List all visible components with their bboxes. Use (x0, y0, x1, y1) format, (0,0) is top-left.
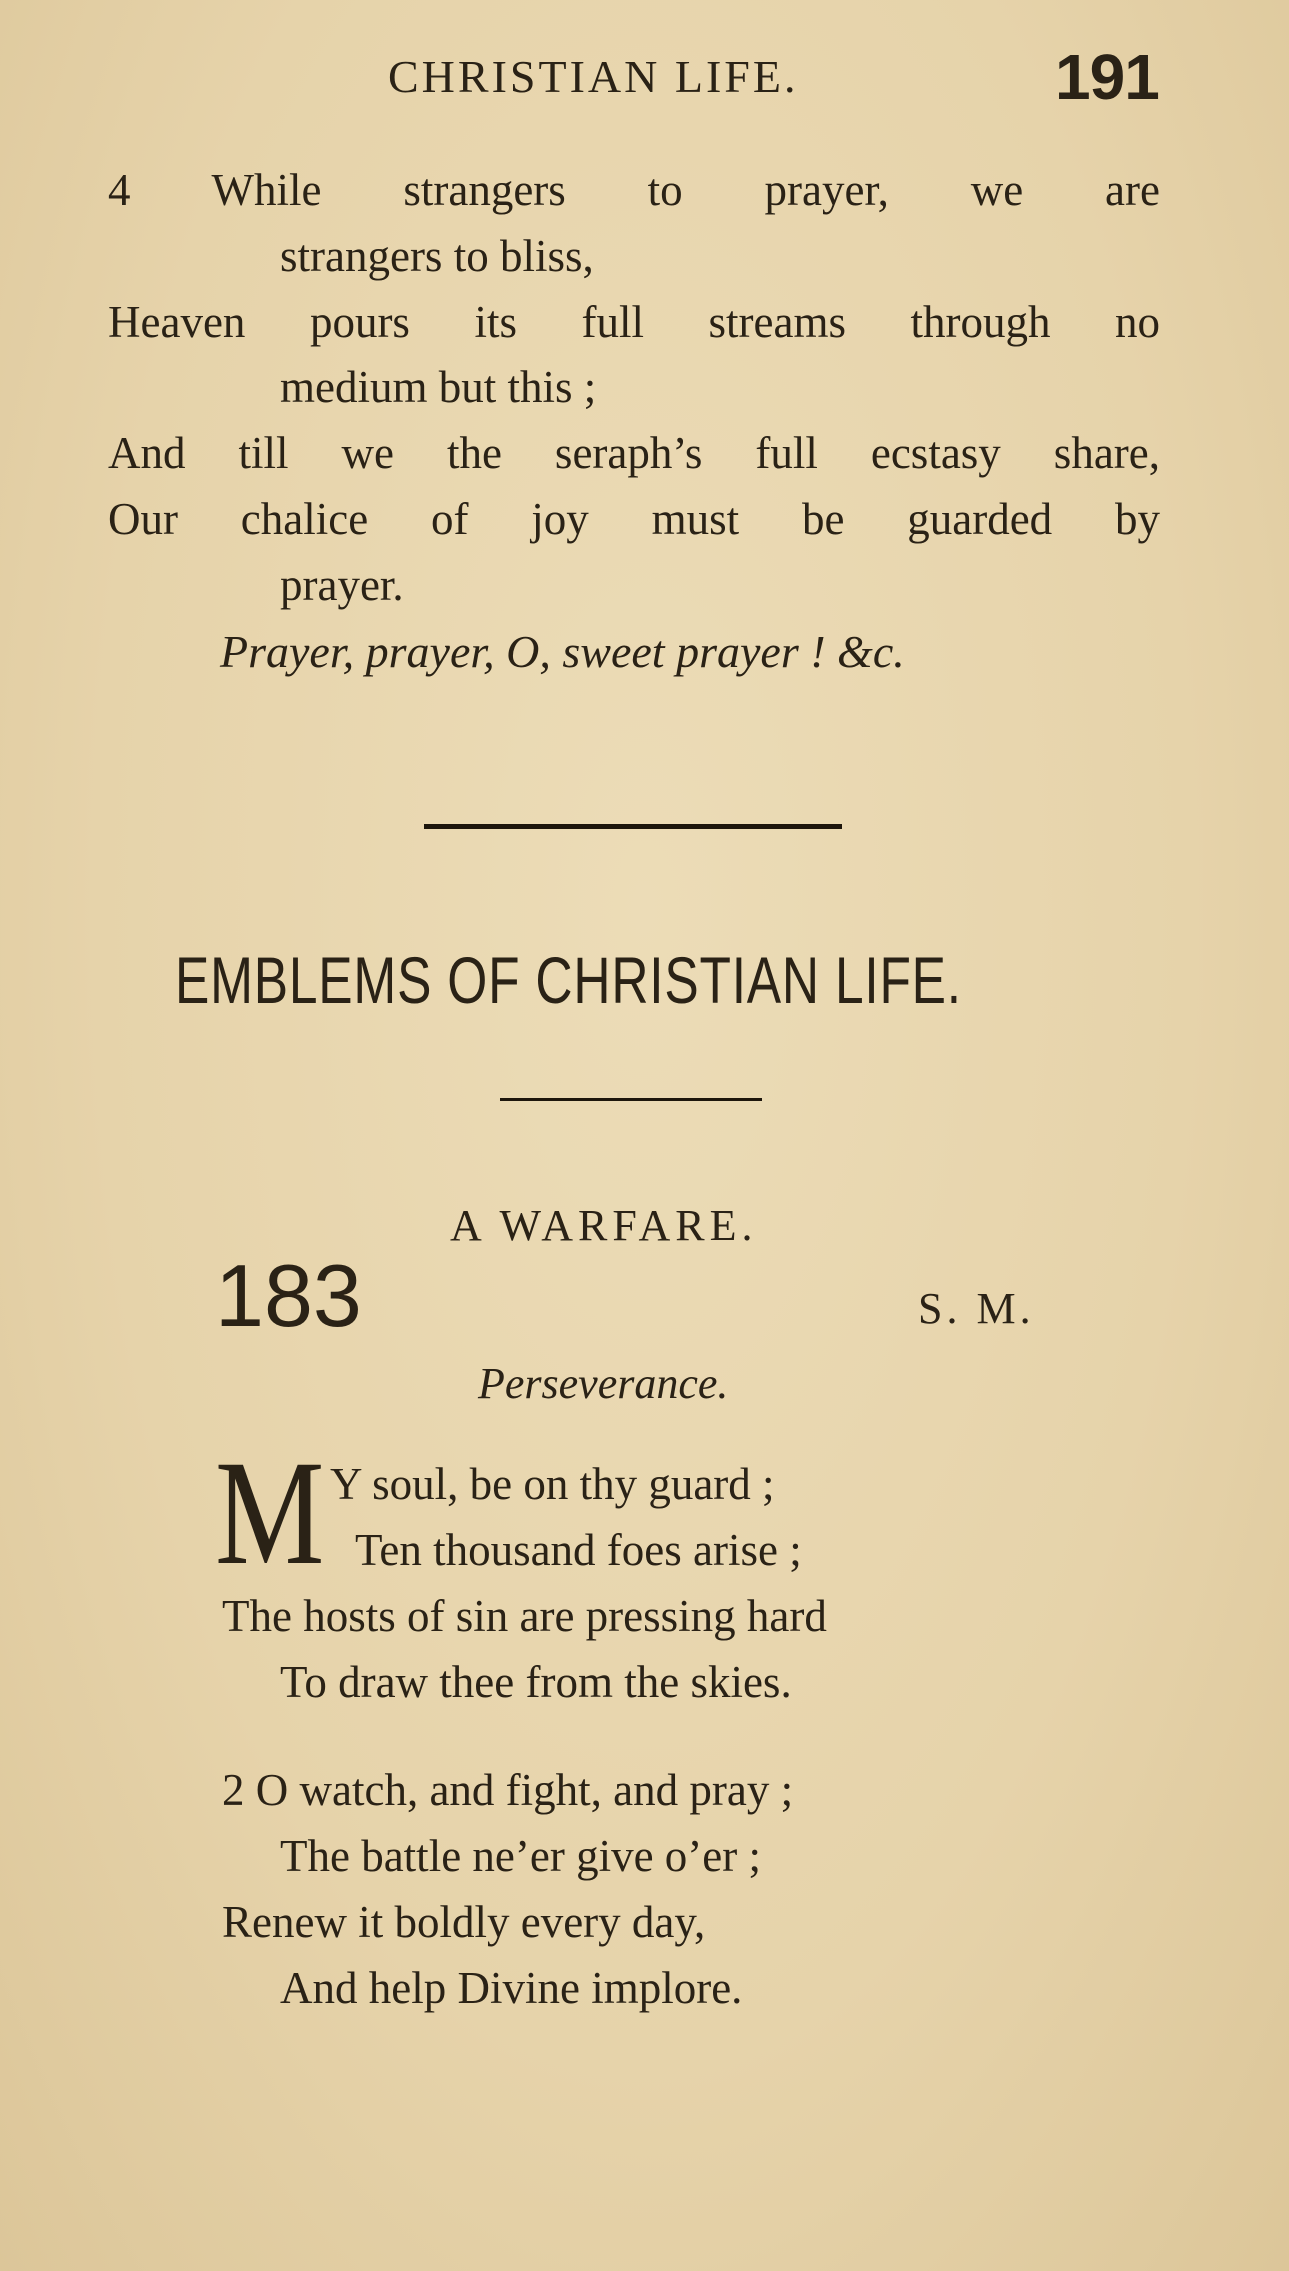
hymn-number: 183 (215, 1246, 362, 1345)
verse-line: 2 O watch, and fight, and pray ; (222, 1765, 794, 1815)
running-title: CHRISTIAN LIFE. (388, 51, 799, 102)
verse-line: 4 While strangers to prayer, we are (108, 165, 1160, 215)
verse-line: strangers to bliss, (280, 231, 594, 281)
title-underline (500, 1098, 762, 1101)
section-title: EMBLEMS OF CHRISTIAN LIFE. (175, 943, 962, 1017)
verse-line: medium but this ; (280, 362, 597, 412)
verse-line: To draw thee from the skies. (280, 1657, 792, 1707)
refrain: Prayer, prayer, O, sweet prayer ! &c. (220, 626, 905, 677)
verse-line: The battle ne’er give o’er ; (280, 1831, 762, 1881)
page-number: 191 (1055, 41, 1159, 113)
verse-line: Heaven pours its full streams through no (108, 297, 1160, 347)
tune-name: Perseverance. (478, 1359, 729, 1408)
drop-cap: M (215, 1430, 325, 1596)
section-divider (424, 824, 842, 829)
verse-line: Ten thousand foes arise ; (355, 1525, 802, 1575)
verse-line: And help Divine implore. (280, 1963, 743, 2013)
hymn-meter: S. M. (918, 1284, 1035, 1333)
verse-line: Y soul, be on thy guard ; (330, 1459, 775, 1509)
verse-line: Renew it boldly every day, (222, 1897, 706, 1947)
verse-line: Our chalice of joy must be guarded by (108, 494, 1160, 544)
hymn-heading: A WARFARE. (450, 1201, 758, 1250)
verse-line: prayer. (280, 560, 404, 610)
verse-line: The hosts of sin are pressing hard (222, 1591, 827, 1641)
verse-line: And till we the seraph’s full ecstasy share, (108, 428, 1160, 478)
